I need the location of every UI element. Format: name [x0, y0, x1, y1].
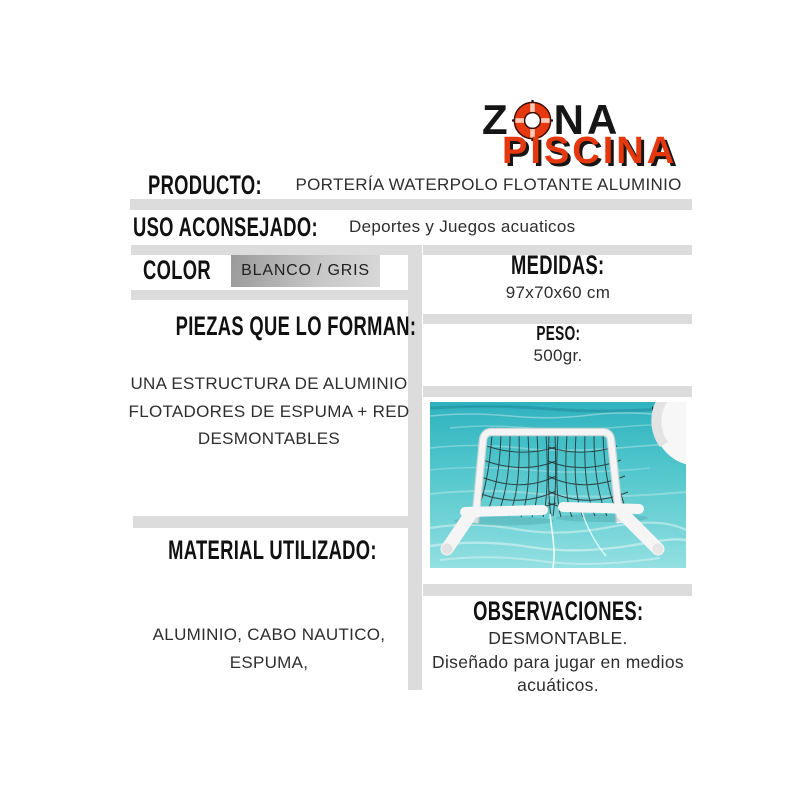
- observaciones-line: Diseñado para jugar en medios: [432, 651, 684, 672]
- separator-bar: [423, 386, 692, 397]
- material-section-title: MATERIAL UTILIZADO:: [168, 535, 377, 565]
- pool-scene: [430, 402, 686, 568]
- brand-piscina-text: PISCINA: [502, 130, 678, 172]
- observaciones-text: [406, 627, 710, 698]
- product-photo: [430, 402, 686, 568]
- brand-zona-na: NA: [553, 96, 621, 143]
- brand-logo: [482, 96, 712, 172]
- observaciones-title: OBSERVACIONES:: [472, 596, 644, 626]
- uso-value: Deportes y Juegos acuaticos: [349, 217, 576, 236]
- color-swatch: [231, 255, 380, 287]
- uso-row: [133, 211, 575, 243]
- medidas-title: MEDIDAS:: [511, 250, 605, 280]
- producto-value: PORTERÍA WATERPOLO FLOTANTE ALUMINIO: [295, 175, 682, 194]
- peso-value: 500gr.: [533, 346, 583, 365]
- piezas-line: UNA ESTRUCTURA DE ALUMINIO: [130, 374, 408, 393]
- separator-bar: [130, 199, 692, 210]
- piezas-line: DESMONTABLES: [197, 429, 341, 448]
- observaciones-line: acuáticos.: [517, 675, 599, 695]
- brand-zona-z: Z: [482, 96, 511, 143]
- color-label: COLOR: [143, 255, 211, 285]
- observaciones-line: DESMONTABLE.: [488, 628, 628, 648]
- producto-label: PRODUCTO:: [148, 169, 262, 200]
- piezas-section-title: PIEZAS QUE LO FORMAN:: [175, 311, 417, 341]
- separator-bar: [133, 516, 410, 528]
- uso-label: USO ACONSEJADO:: [133, 211, 318, 242]
- separator-bar: [131, 290, 408, 300]
- piezas-line: FLOTADORES DE ESPUMA + RED: [128, 401, 410, 421]
- color-row: [143, 252, 243, 288]
- material-line: ESPUMA,: [229, 652, 309, 672]
- producto-row: [148, 170, 682, 200]
- material-line: ALUMINIO, CABO NAUTICO,: [152, 625, 386, 644]
- color-swatch-value: BLANCO / GRIS: [241, 262, 370, 279]
- peso-title: PESO:: [535, 323, 581, 345]
- material-text: [119, 621, 419, 676]
- piezas-text: [113, 370, 425, 453]
- medidas-value: 97x70x60 cm: [505, 283, 611, 302]
